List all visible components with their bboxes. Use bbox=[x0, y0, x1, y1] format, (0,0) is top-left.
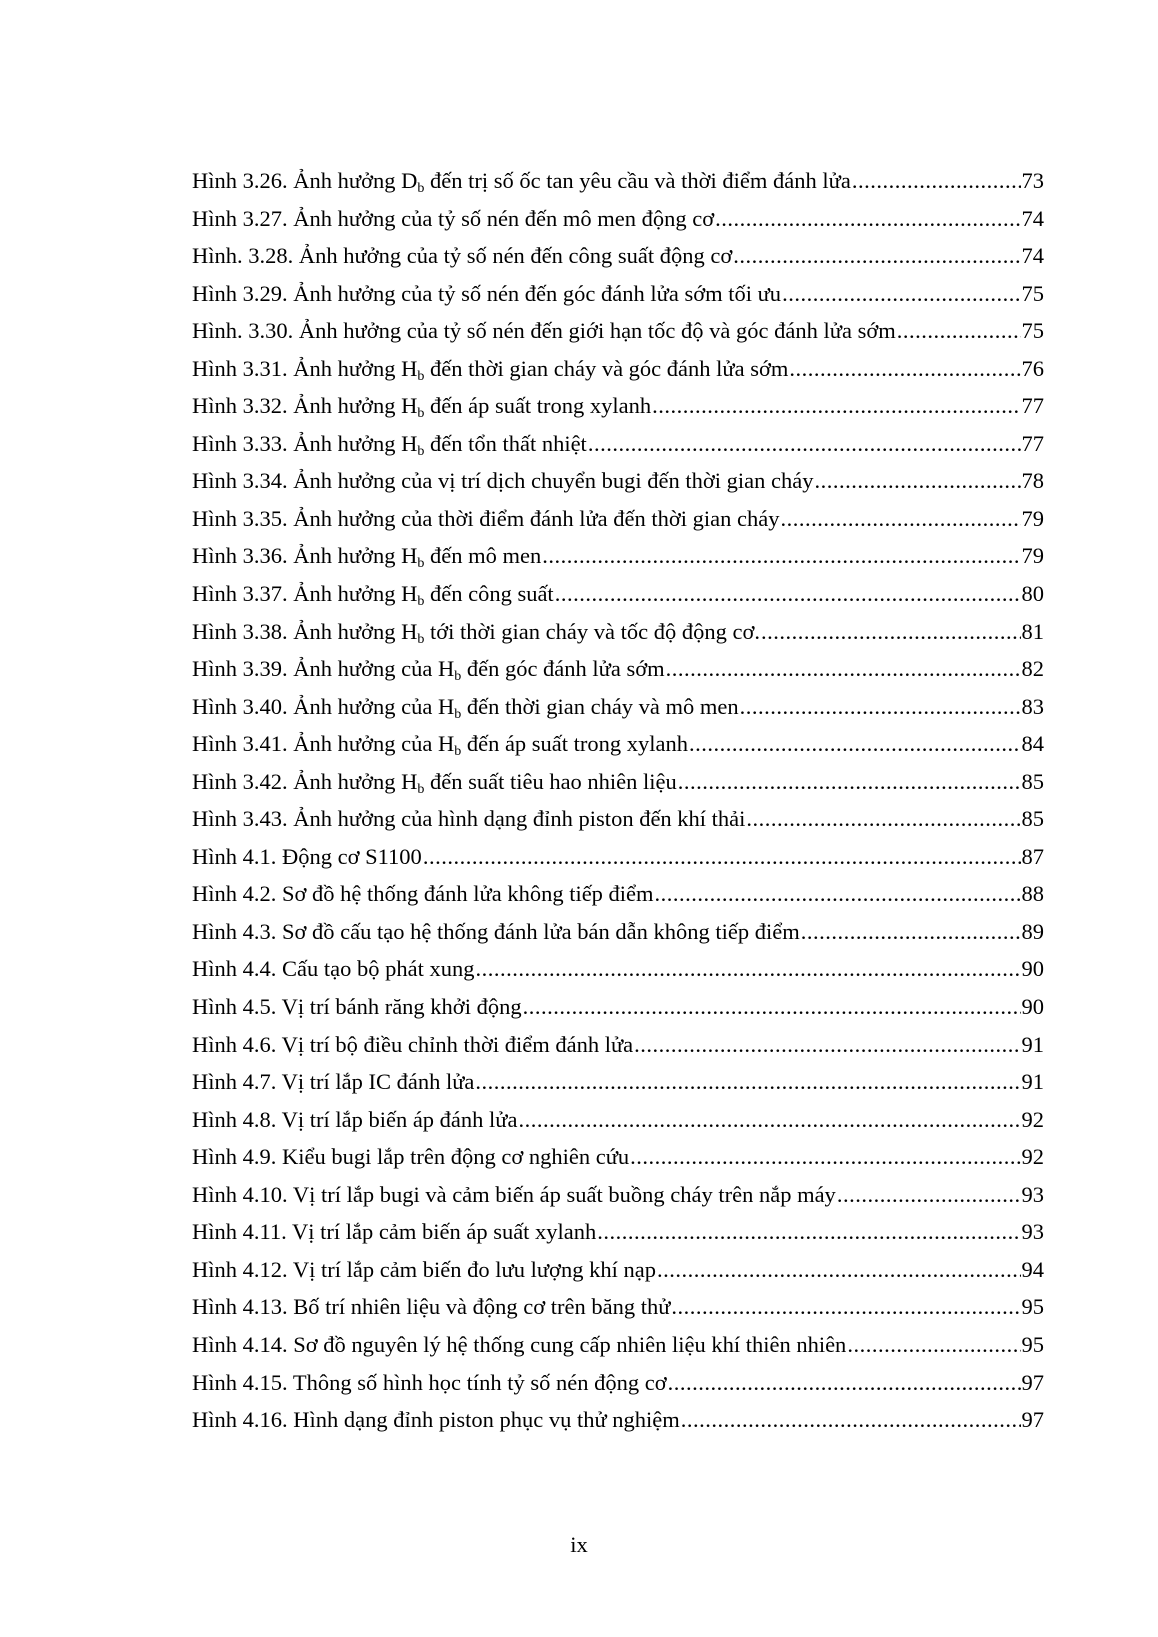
toc-entry-title-text: Hình 3.27. Ảnh hưởng của tỷ số nén đến mô men động cơ bbox=[192, 205, 715, 231]
toc-entry-page: 85 bbox=[1021, 806, 1044, 832]
toc-entry-title-text: Hình 4.3. Sơ đồ cấu tạo hệ thống đánh lửa bán dẫn không tiếp điểm bbox=[192, 918, 800, 944]
toc-entry-title-text: Hình 4.11. Vị trí lắp cảm biến áp suất xylanh bbox=[192, 1219, 597, 1245]
toc-entry-page: 77 bbox=[1021, 430, 1044, 456]
toc-entry-title-text: đến áp suất trong xylanh bbox=[424, 393, 652, 419]
dot-leader bbox=[733, 237, 1020, 275]
toc-entry-title bbox=[192, 1364, 667, 1402]
toc-entry-title-text: Hình 3.41. Ảnh hưởng của H bbox=[192, 731, 455, 757]
toc-entry[interactable] bbox=[192, 575, 1044, 613]
toc-entry-page: 76 bbox=[1021, 355, 1044, 381]
toc-entry-title bbox=[192, 237, 732, 275]
dot-leader bbox=[597, 1213, 1020, 1251]
toc-entry-page: 78 bbox=[1021, 468, 1044, 494]
toc-entry-title bbox=[192, 162, 851, 200]
toc-entry-title-text: tới thời gian cháy và tốc độ động cơ. bbox=[424, 618, 760, 644]
toc-entry[interactable] bbox=[192, 237, 1044, 275]
dot-leader bbox=[740, 688, 1021, 726]
toc-entry-title-text: đến thời gian cháy và mô men bbox=[461, 693, 739, 719]
dot-leader bbox=[523, 988, 1021, 1026]
toc-entry-page: 94 bbox=[1021, 1256, 1044, 1282]
toc-entry-subscript: b bbox=[417, 406, 425, 422]
page-number: ix bbox=[570, 1532, 588, 1557]
toc-entry-title bbox=[192, 275, 781, 313]
dot-leader bbox=[475, 1063, 1020, 1101]
toc-entry[interactable] bbox=[192, 200, 1044, 238]
toc-entry-title bbox=[192, 350, 788, 388]
toc-entry-page: 77 bbox=[1021, 393, 1044, 419]
dot-leader bbox=[746, 800, 1020, 838]
toc-entry[interactable] bbox=[192, 1063, 1044, 1101]
toc-entry-title-text: Hình 3.35. Ảnh hưởng của thời điểm đánh lửa đến thời gian cháy bbox=[192, 505, 780, 531]
toc-entry-title-text: Hình 3.26. Ảnh hưởng D bbox=[192, 168, 418, 193]
toc-entry-title-text: Hình 4.2. Sơ đồ hệ thống đánh lửa không tiếp điểm bbox=[192, 881, 654, 907]
dot-leader bbox=[423, 838, 1021, 876]
toc-entry[interactable] bbox=[192, 725, 1044, 763]
toc-entry-page: 80 bbox=[1021, 581, 1044, 607]
toc-entry-title-text: Hình 4.12. Vị trí lắp cảm biến đo lưu lượng khí nạp bbox=[192, 1256, 656, 1282]
toc-entry-title-text: Hình 4.4. Cấu tạo bộ phát xung bbox=[192, 956, 475, 982]
toc-entry-page: 75 bbox=[1021, 280, 1044, 306]
toc-entry[interactable] bbox=[192, 312, 1044, 350]
toc-entry-title bbox=[192, 200, 714, 238]
toc-entry[interactable] bbox=[192, 350, 1044, 388]
toc-entry-title-text: Hình 3.37. Ảnh hưởng H bbox=[192, 581, 418, 607]
toc-entry-page: 92 bbox=[1021, 1106, 1044, 1132]
toc-entry[interactable] bbox=[192, 1213, 1044, 1251]
toc-entry-page: 90 bbox=[1021, 994, 1044, 1020]
toc-entry[interactable] bbox=[192, 950, 1044, 988]
toc-entry-title-text: đến công suất bbox=[424, 581, 554, 607]
toc-entry-title bbox=[192, 1138, 629, 1176]
toc-entry-page: 91 bbox=[1021, 1031, 1044, 1057]
toc-entry[interactable] bbox=[192, 1026, 1044, 1064]
dot-leader bbox=[761, 613, 1021, 651]
toc-entry-title-text: đến áp suất trong xylanh bbox=[461, 731, 689, 757]
dot-leader bbox=[837, 1176, 1021, 1214]
toc-entry-page: 97 bbox=[1021, 1369, 1044, 1395]
toc-entry-page: 85 bbox=[1021, 768, 1044, 794]
toc-entry-page: 89 bbox=[1021, 918, 1044, 944]
toc-entry-page: 81 bbox=[1021, 618, 1044, 644]
toc-entry-title bbox=[192, 988, 522, 1026]
toc-entry-page: 83 bbox=[1021, 693, 1044, 719]
toc-entry[interactable] bbox=[192, 1401, 1044, 1439]
toc-entry-title bbox=[192, 613, 760, 651]
toc-entry-title bbox=[192, 1063, 474, 1101]
toc-entry-title-text: Hình 3.40. Ảnh hưởng của H bbox=[192, 693, 455, 719]
toc-entry-title-text: đến tổn thất nhiệt bbox=[424, 430, 587, 456]
dot-leader bbox=[678, 763, 1021, 801]
toc-entry-page: 95 bbox=[1021, 1294, 1044, 1320]
toc-entry-title bbox=[192, 462, 814, 500]
toc-entry[interactable] bbox=[192, 650, 1044, 688]
toc-entry-title bbox=[192, 1326, 846, 1364]
toc-entry-title-text: Hình 3.36. Ảnh hưởng H bbox=[192, 543, 418, 569]
toc-entry-title-text: Hình 3.38. Ảnh hưởng H bbox=[192, 618, 418, 644]
dot-leader bbox=[671, 1288, 1020, 1326]
toc-entry[interactable] bbox=[192, 387, 1044, 425]
toc-entry-page: 88 bbox=[1021, 881, 1044, 907]
toc-entry-subscript: b bbox=[417, 631, 425, 647]
toc-entry-title-text: Hình 3.39. Ảnh hưởng của H bbox=[192, 656, 455, 682]
dot-leader bbox=[634, 1026, 1020, 1064]
toc-entry-page: 79 bbox=[1021, 505, 1044, 531]
toc-entry-page: 91 bbox=[1021, 1069, 1044, 1095]
toc-entry[interactable] bbox=[192, 1176, 1044, 1214]
toc-entry-subscript: b bbox=[454, 744, 462, 760]
toc-entry-title-text: Hình 4.15. Thông số hình học tính tỷ số nén động cơ bbox=[192, 1369, 667, 1395]
toc-entry-title bbox=[192, 425, 587, 463]
toc-entry-page: 97 bbox=[1021, 1407, 1044, 1433]
toc-entry-title bbox=[192, 1026, 633, 1064]
toc-entry[interactable] bbox=[192, 1251, 1044, 1289]
dot-leader bbox=[689, 725, 1020, 763]
toc-entry-subscript: b bbox=[417, 781, 425, 797]
list-of-figures bbox=[192, 162, 1044, 1439]
toc-entry[interactable] bbox=[192, 537, 1044, 575]
toc-entry-title bbox=[192, 537, 541, 575]
toc-entry-page: 93 bbox=[1021, 1181, 1044, 1207]
toc-entry-title-text: Hình 3.42. Ảnh hưởng H bbox=[192, 768, 418, 794]
toc-entry-title-text: đến thời gian cháy và góc đánh lửa sớm bbox=[424, 355, 789, 381]
toc-entry-page: 93 bbox=[1021, 1219, 1044, 1245]
toc-entry[interactable] bbox=[192, 1288, 1044, 1326]
dot-leader bbox=[630, 1138, 1020, 1176]
toc-entry-title-text: đến suất tiêu hao nhiên liệu bbox=[424, 768, 677, 794]
toc-entry[interactable] bbox=[192, 800, 1044, 838]
toc-entry-subscript: b bbox=[454, 706, 462, 722]
toc-entry-page: 74 bbox=[1021, 205, 1044, 231]
toc-entry[interactable] bbox=[192, 763, 1044, 801]
dot-leader bbox=[588, 425, 1021, 463]
toc-entry[interactable] bbox=[192, 1326, 1044, 1364]
toc-entry-title bbox=[192, 763, 677, 801]
toc-entry[interactable] bbox=[192, 613, 1044, 651]
dot-leader bbox=[655, 875, 1021, 913]
toc-entry[interactable] bbox=[192, 988, 1044, 1026]
toc-entry-title-text: đến góc đánh lửa sớm bbox=[461, 656, 665, 682]
toc-entry[interactable] bbox=[192, 425, 1044, 463]
toc-entry-title bbox=[192, 838, 422, 876]
toc-entry-title-text: Hình 4.1. Động cơ S1100 bbox=[192, 843, 422, 869]
toc-entry-title bbox=[192, 575, 554, 613]
dot-leader bbox=[815, 462, 1021, 500]
toc-entry[interactable] bbox=[192, 913, 1044, 951]
toc-entry-title-text: Hình. 3.28. Ảnh hưởng của tỷ số nén đến công suất động cơ bbox=[192, 243, 733, 269]
toc-entry-title bbox=[192, 312, 896, 350]
dot-leader bbox=[666, 650, 1021, 688]
toc-entry-title-text: đến trị số ốc tan yêu cầu và thời điểm đánh lửa bbox=[424, 168, 851, 193]
toc-entry-subscript: b bbox=[417, 368, 425, 384]
toc-entry-title bbox=[192, 387, 651, 425]
toc-entry-page: 79 bbox=[1021, 543, 1044, 569]
toc-entry[interactable] bbox=[192, 838, 1044, 876]
dot-leader bbox=[897, 312, 1021, 350]
toc-entry-subscript: b bbox=[417, 556, 425, 572]
dot-leader bbox=[657, 1251, 1021, 1289]
toc-entry-title-text: Hình 4.8. Vị trí lắp biến áp đánh lửa bbox=[192, 1106, 518, 1132]
toc-entry-subscript: b bbox=[417, 594, 425, 610]
toc-entry-title-text: Hình 4.7. Vị trí lắp IC đánh lửa bbox=[192, 1069, 475, 1095]
toc-entry-title-text: Hình 4.9. Kiểu bugi lắp trên động cơ nghiên cứu bbox=[192, 1144, 630, 1170]
toc-entry-page: 75 bbox=[1021, 318, 1044, 344]
toc-entry-title-text: Hình 3.43. Ảnh hưởng của hình dạng đỉnh piston đến khí thải bbox=[192, 806, 746, 832]
dot-leader bbox=[801, 913, 1021, 951]
dot-leader bbox=[780, 500, 1020, 538]
toc-entry-page: 82 bbox=[1021, 656, 1044, 682]
toc-entry-title bbox=[192, 1401, 680, 1439]
toc-entry-page: 90 bbox=[1021, 956, 1044, 982]
dot-leader bbox=[475, 950, 1020, 988]
toc-entry-title-text: Hình 4.5. Vị trí bánh răng khởi động bbox=[192, 994, 522, 1020]
toc-entry-title bbox=[192, 1101, 517, 1139]
toc-entry-title bbox=[192, 500, 779, 538]
toc-entry-title bbox=[192, 800, 745, 838]
toc-entry[interactable] bbox=[192, 688, 1044, 726]
toc-entry-page: 73 bbox=[1021, 168, 1044, 193]
toc-entry-title bbox=[192, 725, 688, 763]
toc-entry-title bbox=[192, 1176, 836, 1214]
dot-leader bbox=[668, 1364, 1021, 1402]
toc-entry-title-text: Hình 3.29. Ảnh hưởng của tỷ số nén đến góc đánh lửa sớm tối ưu bbox=[192, 280, 782, 306]
dot-leader bbox=[782, 275, 1020, 313]
toc-entry-title bbox=[192, 688, 739, 726]
toc-entry-title bbox=[192, 950, 474, 988]
dot-leader bbox=[852, 162, 1021, 200]
dot-leader bbox=[542, 537, 1020, 575]
toc-entry-page: 84 bbox=[1021, 731, 1044, 757]
dot-leader bbox=[518, 1101, 1020, 1139]
toc-entry-page: 87 bbox=[1021, 843, 1044, 869]
dot-leader bbox=[681, 1401, 1021, 1439]
toc-entry-title bbox=[192, 650, 665, 688]
toc-entry-title-text: Hình 4.10. Vị trí lắp bugi và cảm biến áp suất buồng cháy trên nắp máy bbox=[192, 1181, 836, 1207]
toc-entry-subscript: b bbox=[454, 669, 462, 685]
toc-entry-title bbox=[192, 875, 654, 913]
toc-entry-title-text: Hình. 3.30. Ảnh hưởng của tỷ số nén đến giới hạn tốc độ và góc đánh lửa sớm bbox=[192, 318, 896, 344]
toc-entry-page: 95 bbox=[1021, 1331, 1044, 1357]
toc-entry-title-text: Hình 4.14. Sơ đồ nguyên lý hệ thống cung cấp nhiên liệu khí thiên nhiên bbox=[192, 1331, 847, 1357]
dot-leader bbox=[652, 387, 1020, 425]
dot-leader bbox=[715, 200, 1020, 238]
toc-entry[interactable] bbox=[192, 1138, 1044, 1176]
dot-leader bbox=[847, 1326, 1020, 1364]
toc-entry-subscript: b bbox=[417, 181, 425, 196]
toc-entry-page: 92 bbox=[1021, 1144, 1044, 1170]
toc-entry[interactable] bbox=[192, 275, 1044, 313]
dot-leader bbox=[789, 350, 1020, 388]
toc-entry-title-text: đến mô men bbox=[424, 543, 542, 569]
toc-entry-title bbox=[192, 1288, 670, 1326]
toc-entry-title-text: Hình 4.16. Hình dạng đỉnh piston phục vụ thử nghiệm bbox=[192, 1407, 680, 1433]
toc-entry[interactable] bbox=[192, 1101, 1044, 1139]
toc-entry-title-text: Hình 4.13. Bố trí nhiên liệu và động cơ trên băng thử bbox=[192, 1294, 671, 1320]
dot-leader bbox=[555, 575, 1021, 613]
toc-entry-title bbox=[192, 1251, 656, 1289]
toc-entry-title-text: Hình 3.33. Ảnh hưởng H bbox=[192, 430, 418, 456]
toc-entry[interactable] bbox=[192, 162, 1044, 200]
toc-entry-title bbox=[192, 913, 800, 951]
toc-entry[interactable] bbox=[192, 875, 1044, 913]
toc-entry-title-text: Hình 3.34. Ảnh hưởng của vị trí dịch chuyển bugi đến thời gian cháy bbox=[192, 468, 814, 494]
toc-entry-title-text: Hình 4.6. Vị trí bộ điều chỉnh thời điểm đánh lửa bbox=[192, 1031, 634, 1057]
toc-entry-page: 74 bbox=[1021, 243, 1044, 269]
toc-entry-title-text: Hình 3.32. Ảnh hưởng H bbox=[192, 393, 418, 419]
toc-entry[interactable] bbox=[192, 500, 1044, 538]
toc-entry-title bbox=[192, 1213, 596, 1251]
toc-entry[interactable] bbox=[192, 462, 1044, 500]
toc-entry-title-text: Hình 3.31. Ảnh hưởng H bbox=[192, 355, 418, 381]
toc-entry[interactable] bbox=[192, 1364, 1044, 1402]
toc-entry-subscript: b bbox=[417, 443, 425, 459]
